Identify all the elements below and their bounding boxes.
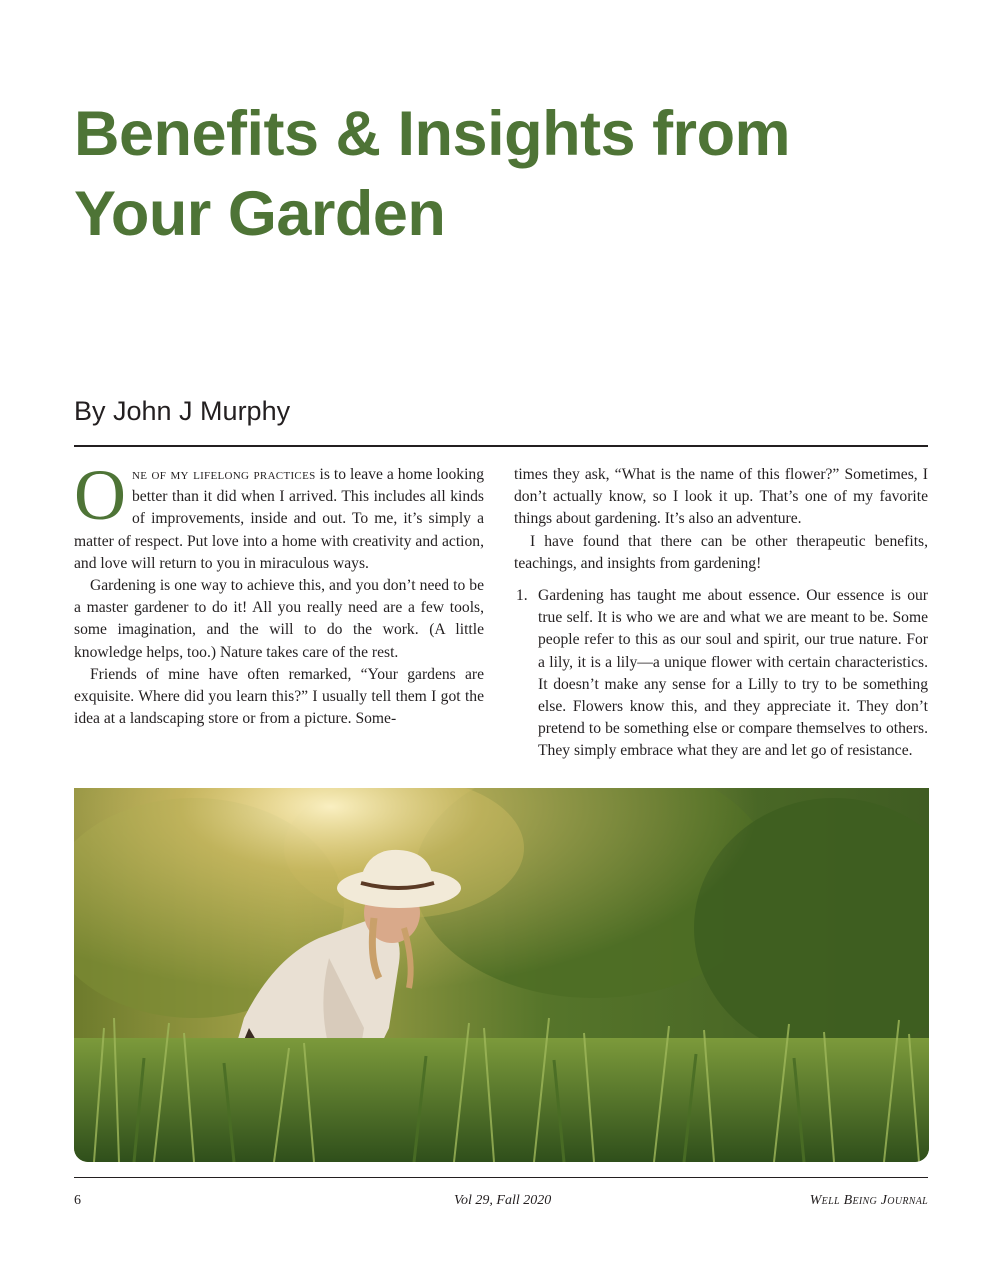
left-column: [74, 455, 484, 730]
drop-cap: O: [74, 455, 126, 535]
bottom-divider: [74, 1177, 928, 1178]
body-paragraph: I have found that there can be other therapeutic benefits, teachings, and insights from gardening!: [514, 532, 928, 572]
opening-small-caps: ne of my lifelong practices: [132, 466, 316, 483]
article-title: [74, 94, 934, 254]
issue-label: Vol 29, Fall 2020: [454, 1193, 552, 1208]
article-title-line-1: Benefits & Insights from: [74, 99, 791, 169]
list-item: [514, 585, 928, 763]
page-number: 6: [74, 1193, 81, 1208]
article-title-line-2: Your Garden: [74, 179, 446, 249]
journal-name: Well Being Journal: [809, 1193, 928, 1208]
top-divider: [74, 445, 928, 447]
gardener-illustration: [74, 788, 929, 1162]
right-column: [514, 464, 928, 763]
list-item-number: 1.: [516, 587, 528, 605]
insights-list: [514, 585, 928, 763]
author-byline: By John J Murphy: [74, 396, 291, 426]
garden-photo: [74, 788, 929, 1162]
body-paragraph: Gardening is one way to achieve this, and you don’t need to be a master gardener to do it! All you really need are a few tools, some imagination, and the will to do the work. (A little knowledge helps, too.) Nature takes care of the rest.: [74, 577, 484, 661]
body-paragraph: Friends of mine have often remarked, “Your gardens are exquisite. Where did you learn this?” I usually tell them I got the idea at a landscaping store or from a picture. Some-: [74, 665, 484, 728]
opening-paragraph-text: is to leave a home looking better than it did when I arrived. This includes all kinds of improvements, inside and out. To me, it’s simply a matter of respect. Put love into a home with creativity and action, and love will return to you in miraculous ways.: [74, 466, 484, 572]
list-item-text: Gardening has taught me about essence. Our essence is our true self. It is who we are and what we are meant to be. Some people refer to this as our soul and spirit, our true nature. For a lily, it is a lily—a unique flower with certain characteristics. It doesn’t make any sense for a Lilly to try to be something else. Flowers know this, and they appreciate it. They don’t pretend to be something else or compare themselves to others. They simply embrace what they are and let go of resistance.: [538, 587, 928, 760]
body-paragraph: times they ask, “What is the name of this flower?” Sometimes, I don’t actually know, so I look it up. That’s one of my favorite things about gardening. It’s also an adventure.: [514, 466, 928, 528]
opening-paragraph: [74, 455, 484, 575]
